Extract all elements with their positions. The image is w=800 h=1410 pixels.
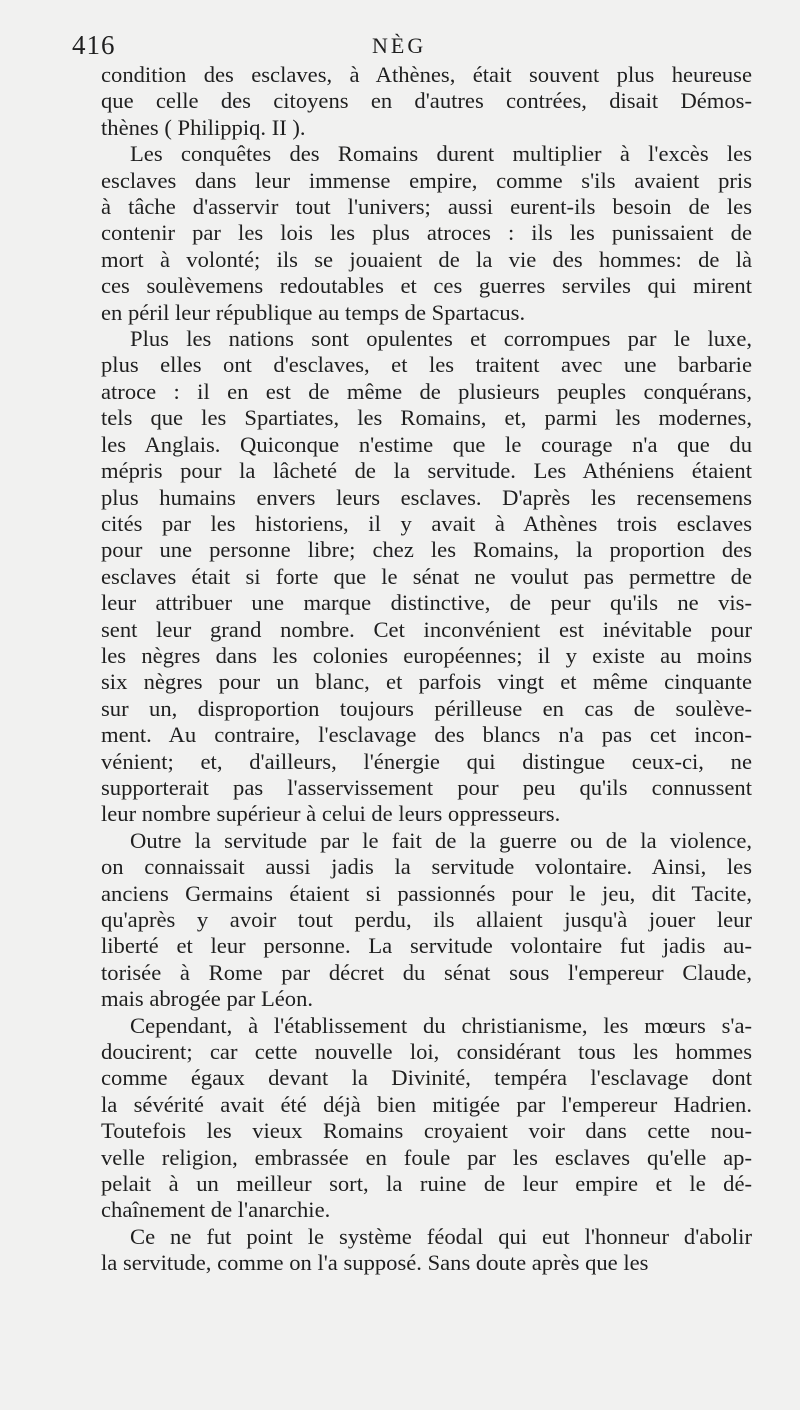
text-line: chaînement de l'anarchie. [101,1197,331,1223]
text-line: Ce ne fut point le système féodal qui eut l'honneur d'abolir [130,1223,752,1249]
text-line: vénient; et, d'ailleurs, l'énergie qui distingue ceux-ci, ne [101,748,752,774]
text-line: qu'après y avoir tout perdu, ils allaient jusqu'à jouer leur [101,907,752,932]
text-line: on connaissait aussi jadis la servitude volontaire. Ainsi, les [101,854,752,880]
text-line: ces soulèvemens redoutables et ces guerres serviles qui mirent [101,273,752,299]
paragraph [72,1013,752,1224]
paragraph [72,828,752,1013]
text-line: anciens Germains étaient si passionnés pour le jeu, dit Tacite, [101,880,752,906]
text-line: que celle des citoyens en d'autres contrées, disait Démos- [101,88,752,114]
text-line: contenir par les lois les plus atroces : ils les punissaient de [101,220,752,246]
running-title: NÈG [372,33,427,58]
text-line: à tâche d'asservir tout l'univers; aussi eurent-ils besoin de les [101,194,752,220]
text-line: six nègres pour un blanc, et parfois vingt et même cinquante [101,669,752,695]
text-line: Toutefois les vieux Romains croyaient voir dans cette nou- [101,1118,752,1144]
text-line: sur un, disproportion toujours périlleuse en cas de soulève- [101,695,752,721]
text-line: la servitude, comme on l'a supposé. Sans doute après que les [101,1250,649,1276]
text-line: esclaves dans leur immense empire, comme s'ils avaient pris [101,167,752,193]
text-line: condition des esclaves, à Athènes, était souvent plus heureuse [101,62,752,87]
text-line: leur nombre supérieur à celui de leurs oppresseurs. [101,801,561,827]
text-line: esclaves était si forte que le sénat ne voulut pas permettre de [101,563,752,589]
paragraph [72,326,752,828]
text-line: atroce : il en est de même de plusieurs peuples conquérans, [101,378,752,404]
text-line: mais abrogée par Léon. [101,986,314,1012]
paragraph [72,141,752,326]
text-line: velle religion, embrassée en foule par les esclaves qu'elle ap- [101,1144,752,1170]
text-line: mort à volonté; ils se jouaient de la vie des hommes: de là [101,246,752,272]
text-line: la sévérité avait été déjà bien mitigée par l'empereur Hadrien. [101,1091,752,1117]
text-line: ment. Au contraire, l'esclavage des blancs n'a pas cet incon- [101,722,752,748]
text-line: en péril leur république au temps de Spartacus. [101,299,526,325]
text-line: les Anglais. Quiconque n'estime que le courage n'a que du [101,431,752,457]
text-line: leur attribuer une marque distinctive, de peur qu'ils ne vis- [101,590,752,616]
paragraph [72,62,752,141]
text-line: sent leur grand nombre. Cet inconvénient est inévitable pour [101,616,752,642]
text-line: thènes ( Philippiq. II ). [101,114,306,140]
text-line: plus elles ont d'esclaves, et les traitent avec une barbarie [101,352,752,378]
text-line: Les conquêtes des Romains durent multiplier à l'excès les [130,141,752,167]
text-line: torisée à Rome par décret du sénat sous l'empereur Claude, [101,959,752,985]
text-line: pelait à un meilleur sort, la ruine de leur empire et le dé- [101,1171,752,1197]
text-line: tels que les Spartiates, les Romains, et, parmi les modernes, [101,405,752,431]
text-line: Cependant, à l'établissement du christianisme, les mœurs s'a- [130,1012,752,1038]
text-line: comme égaux devant la Divinité, tempéra l'esclavage dont [101,1065,752,1091]
text-line: plus humains envers leurs esclaves. D'après les recensemens [101,484,752,510]
text-line: supporterait pas l'asservissement pour peu qu'ils connussent [101,774,752,800]
text-line: mépris pour la lâcheté de la servitude. Les Athéniens étaient [101,458,752,484]
running-head [72,30,752,60]
text-line: doucirent; car cette nouvelle loi, considérant tous les hommes [101,1039,752,1065]
text-line: liberté et leur personne. La servitude volontaire fut jadis au- [101,933,752,959]
body-text [72,62,752,1277]
text-line: les nègres dans les colonies européennes; il y existe au moins [101,642,752,668]
text-line: Outre la servitude par le fait de la guerre ou de la violence, [130,827,752,853]
paragraph [72,1224,752,1277]
text-line: Plus les nations sont opulentes et corrompues par le luxe, [130,326,752,352]
text-line: cités par les historiens, il y avait à Athènes trois esclaves [101,510,752,536]
text-line: pour une personne libre; chez les Romains, la proportion des [101,537,752,563]
page-number: 416 [72,30,116,60]
